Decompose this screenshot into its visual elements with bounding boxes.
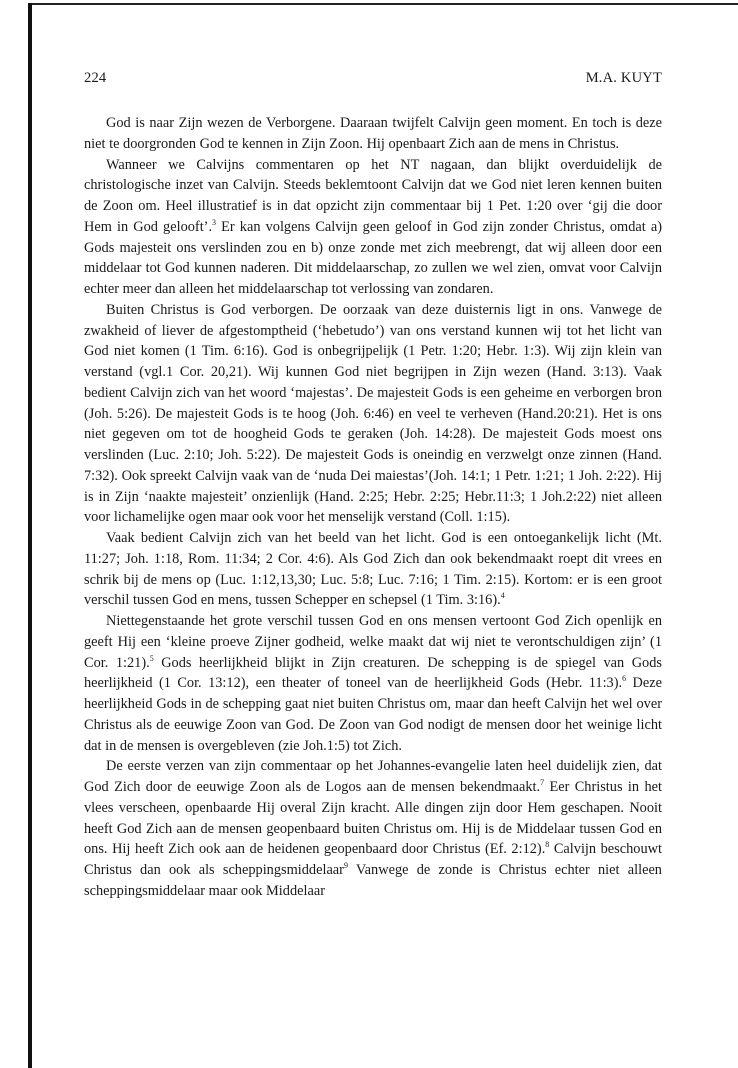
footnote-marker: 7 [540,778,545,788]
paragraph [84,528,662,611]
footnote-marker: 5 [149,653,154,663]
paragraph-text: De eerste verzen van zijn commentaar op het Johannes-evangelie laten heel duidelijk zien, dat God Zich door de eeuwige Zoon als de Logos aan de mensen bekendmaakt. [84,758,662,795]
paragraph-text: Calvijn beschouwt Christus dan ook als scheppingsmiddelaar [84,841,662,878]
footnote-marker: 4 [500,591,505,601]
book-page [84,67,662,902]
paragraph-text: Vanwege de zonde is Christus echter niet alleen scheppingsmiddelaar maar ook Middelaar [84,862,662,899]
footnote-marker: 6 [622,674,627,684]
paragraph-text: Er kan volgens Calvijn geen geloof in God zijn zonder Christus, omdat a) Gods majesteit ons verslinden zou en b) onze zonde met zich meebrengt, dat wij alleen door een middelaar tot God kunnen naderen. Dit middelaarschap, zo zullen we wel zien, omvat voor Calvijn echter meer dan alleen het middelaarschap tot verlossing van zondaren. [84,218,662,297]
footnote-marker: 8 [545,840,550,850]
paragraph [84,756,662,901]
paragraph-text: Deze heerlijkheid Gods in de schepping gaat niet buiten Christus om, maar dan heeft Calvijn het wel over Christus als de eeuwige Zoon van God. De Zoon van God nodigt de mensen door het weinige licht dat in de mensen is overgebleven (zie Joh.1:5) tot Zich. [84,675,662,754]
body-text [84,113,662,902]
scan-border-left [28,3,32,1068]
paragraph-text: Vaak bedient Calvijn zich van het beeld van het licht. God is een ontoegankelijk licht (Mt. 11:27; Joh. 1:18, Rom. 11:34; 2 Cor. 4:6). Als God Zich dan ook bekendmaakt roept dit vrees en schrik bij de mens op (Luc. 1:12,13,30; Luc. 5:8; Luc. 7:16; 1 Tim. 2:15). Kortom: er is een groot verschil tussen God en mens, tussen Schepper en schepsel (1 Tim. 3:16). [84,530,662,609]
footnote-marker: 3 [212,217,217,227]
paragraph-text: God is naar Zijn wezen de Verborgene. Daaraan twijfelt Calvijn geen moment. En toch is deze niet te doorgronden God te kennen in Zijn Zoon. Hij openbaart Zich aan de mens in Christus. [84,115,662,152]
author-name: M.A. KUYT [585,70,662,86]
paragraph-text: Wanneer we Calvijns commentaren op het NT nagaan, dan blijkt overduidelijk de christologische inzet van Calvijn. Steeds beklemtoont Calvijn dat we God niet leren kennen buiten de Zoon om. Heel illustratief is in dat opzicht zijn commentaar bij 1 Pet. 1:20 over ‘gij die door Hem in God gelooft’. [84,156,662,235]
scan-border-top [30,3,738,5]
paragraph-text: Niettegenstaande het grote verschil tussen God en ons mensen vertoont God Zich openlijk en geeft Hij een ‘kleine proeve Zijner godheid, welke maakt dat wij niet te verontschuldigen zijn’ (1 Cor. 1:21). [84,613,662,671]
paragraph [84,113,662,155]
page-number: 224 [84,70,107,86]
paragraph-text: Eer Christus in het vlees verscheen, openbaarde Hij overal Zijn kracht. Alle dingen zijn door Hem geschapen. Nooit heeft God Zich aan de mensen geopenbaard buiten Christus om. Hij is de Middelaar tussen God en ons. Hij heeft Zich ook aan de heidenen geopenbaard door Christus (Ef. 2:12). [84,779,662,858]
paragraph-text: Buiten Christus is God verborgen. De oorzaak van deze duisternis ligt in ons. Vanwege de zwakheid of liever de afgestomptheid (‘hebetudo’) van ons verstand kunnen wij tot het licht van God niet komen (1 Tim. 6:16). God is onbegrijpelijk (1 Petr. 1:20; Hebr. 1:3). Wij zijn klein van verstand (vgl.1 Cor. 20,21). Wij kunnen God niet begrijpen in Zijn wezen (Hand. 3:13). Vaak bedient Calvijn zich van het woord ‘majestas’. De majesteit Gods is een geheime en verborgen bron (Joh. 5:26). De majesteit Gods is te hoog (Joh. 6:46) en veel te verheven (Hand.20:21). Het is ons niet gegeven om tot de hoogheid Gods te geraken (Joh. 14:28). De majesteit Gods moest ons verslinden (Luc. 2:10; Joh. 5:22). De majesteit Gods is oneindig en verzwelgt onze zinnen (Hand. 7:32). Ook spreekt Calvijn vaak van de ‘nuda Dei maiestas’(Joh. 14:1; 1 Petr. 1:21; 1 Joh. 2:22). Hij is in Zijn ‘naakte majesteit’ onzienlijk (Hand. 2:25; Hebr. 2:25; Hebr.11:3; 1 Joh.2:22) niet alleen voor lichamelijke ogen maar ook voor het menselijk verstand (Coll. 1:15). [84,301,662,526]
paragraph [84,155,662,300]
paragraph [84,300,662,528]
running-head [84,67,662,89]
paragraph-text: Gods heerlijkheid blijkt in Zijn creaturen. De schepping is de spiegel van Gods heerlijkheid (1 Cor. 13:12), een theater of toneel van de heerlijkheid Gods (Hebr. 11:3). [84,654,662,692]
paragraph [84,611,662,756]
footnote-marker: 9 [343,861,348,871]
